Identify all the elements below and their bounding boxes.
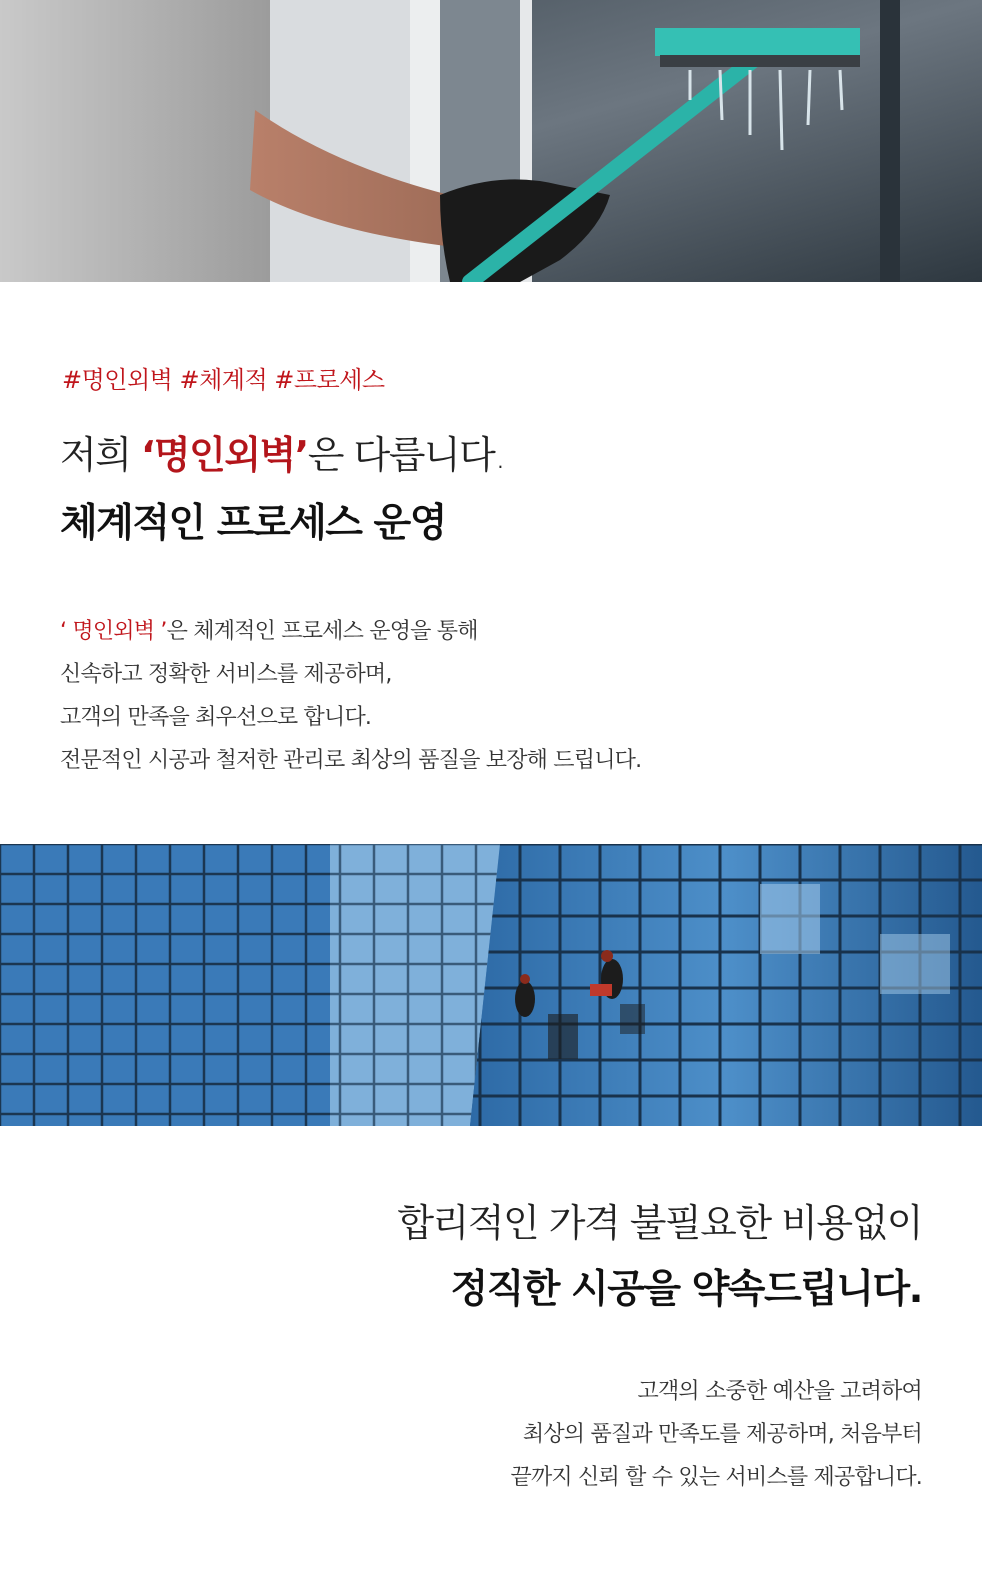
outro-paragraph: [511, 1370, 923, 1499]
promise-headline: 정직한 시공을 약속드립니다.: [450, 1267, 922, 1312]
quote-close: ’: [160, 619, 167, 644]
hashtags: #명인외벽 #체계적 #프로세스: [62, 366, 385, 394]
headline-primary: [60, 424, 505, 479]
quote-open: ‘: [60, 619, 67, 644]
building-photo: [0, 844, 982, 1126]
headline-secondary: 체계적인 프로세스 운영: [60, 501, 446, 546]
intro-line: 전문적인 시공과 철저한 관리로 최상의 품질을 보장해 드립니다.: [60, 748, 642, 773]
intro-paragraph: [60, 610, 641, 782]
headline-suffix: 은 다릅니다.: [307, 433, 505, 477]
headline-prefix: 저희: [60, 433, 141, 477]
headline-brand: ‘명인외벽’: [141, 433, 308, 477]
intro-line: [60, 610, 641, 653]
intro-line-rest: 은 체계적인 프로세스 운영을 통해: [166, 619, 478, 644]
intro-brand: 명인외벽: [66, 619, 161, 644]
window-squeegee-icon: [0, 0, 982, 282]
outro-line: 최상의 품질과 만족도를 제공하며, 처음부터: [522, 1422, 922, 1447]
hero-photo: [0, 0, 982, 282]
outro-line: 끝까지 신뢰 할 수 있는 서비스를 제공합니다.: [510, 1465, 922, 1490]
outro-line: 고객의 소중한 예산을 고려하여: [637, 1379, 922, 1404]
glass-building-icon: [0, 844, 982, 1126]
intro-line: 신속하고 정확한 서비스를 제공하며,: [60, 662, 392, 687]
price-headline: 합리적인 가격 불필요한 비용없이: [397, 1201, 922, 1245]
intro-line: 고객의 만족을 최우선으로 합니다.: [60, 705, 372, 730]
